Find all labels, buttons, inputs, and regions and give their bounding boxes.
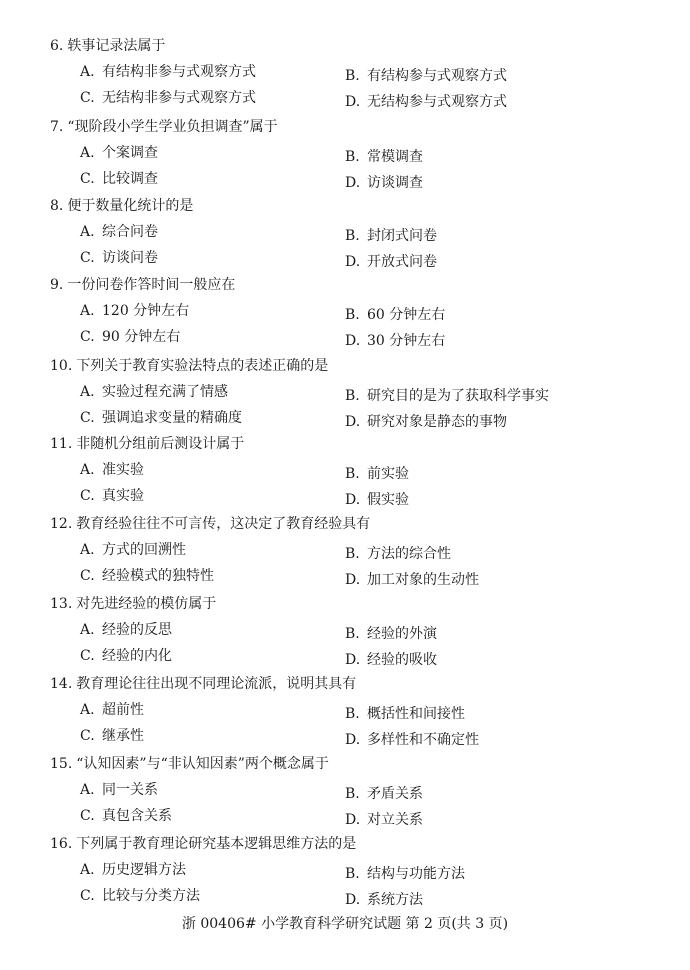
- question-number: 10.: [50, 358, 73, 374]
- question-text: 下列关于教育实验法特点的表述正确的是: [76, 358, 329, 374]
- option-a: A. 实验过程充满了情感: [80, 384, 228, 400]
- option-b: B. 矛盾关系: [345, 786, 423, 802]
- option-b: B. 封闭式问卷: [345, 228, 437, 244]
- question-stem: [50, 754, 670, 774]
- option-d: D. 经验的吸收: [345, 652, 437, 668]
- question-text: “现阶段小学生学业负担调查”属于: [67, 119, 278, 135]
- option-d: D. 30 分钟左右: [345, 333, 446, 349]
- question-number: 8.: [50, 198, 64, 214]
- option-a: A. 综合问卷: [80, 224, 158, 240]
- question-text: 对先进经验的模仿属于: [76, 596, 217, 612]
- option-c: C. 强调追求变量的精确度: [80, 410, 242, 426]
- option-d: D. 无结构参与式观察方式: [345, 94, 507, 110]
- option-b: B. 有结构参与式观察方式: [345, 68, 507, 84]
- option-b: B. 60 分钟左右: [345, 307, 446, 323]
- option-b: B. 经验的外演: [345, 626, 437, 642]
- page-footer: 浙 00406# 小学教育科学研究试题 第 2 页(共 3 页): [181, 916, 509, 932]
- option-b: B. 结构与功能方法: [345, 866, 465, 882]
- option-d: D. 加工对象的生动性: [345, 572, 479, 588]
- option-a: A. 历史逻辑方法: [80, 862, 186, 878]
- question-number: 6.: [50, 38, 64, 54]
- option-a: A. 有结构非参与式观察方式: [80, 64, 256, 80]
- option-c: C. 经验模式的独特性: [80, 568, 214, 584]
- question-text: 下列属于教育理论研究基本逻辑思维方法的是: [76, 836, 357, 852]
- option-a: A. 经验的反思: [80, 622, 172, 638]
- question-stem: [50, 275, 670, 295]
- option-c: C. 90 分钟左右: [80, 329, 181, 345]
- question-stem: [50, 514, 670, 534]
- question-number: 11.: [50, 436, 73, 452]
- question-stem: [50, 117, 670, 137]
- option-b: B. 方法的综合性: [345, 546, 451, 562]
- question-number: 12.: [50, 516, 73, 532]
- question-stem: [50, 196, 670, 216]
- question-number: 16.: [50, 836, 73, 852]
- option-a: A. 个案调查: [80, 145, 158, 161]
- option-c: C. 真实验: [80, 488, 144, 504]
- question-stem: [50, 834, 670, 854]
- question-text: 一份问卷作答时间一般应在: [67, 277, 236, 293]
- option-a: A. 超前性: [80, 702, 144, 718]
- question-number: 7.: [50, 119, 64, 135]
- question-text: 非随机分组前后测设计属于: [76, 436, 245, 452]
- option-b: B. 研究目的是为了获取科学事实: [345, 388, 549, 404]
- option-d: D. 对立关系: [345, 812, 423, 828]
- option-b: B. 概括性和间接性: [345, 706, 465, 722]
- option-b: B. 常模调查: [345, 149, 423, 165]
- option-c: C. 真包含关系: [80, 808, 172, 824]
- question-stem: [50, 594, 670, 614]
- question-text: 教育经验往往不可言传，这决定了教育经验具有: [76, 516, 371, 532]
- question-text: 教育理论往往出现不同理论流派，说明其具有: [76, 676, 357, 692]
- option-b: B. 前实验: [345, 466, 409, 482]
- option-a: A. 同一关系: [80, 782, 158, 798]
- option-c: C. 无结构非参与式观察方式: [80, 90, 256, 106]
- option-c: C. 比较调查: [80, 171, 158, 187]
- option-c: C. 经验的内化: [80, 648, 172, 664]
- question-number: 14.: [50, 676, 73, 692]
- question-text: 轶事记录法属于: [67, 38, 166, 54]
- option-c: C. 继承性: [80, 728, 144, 744]
- option-d: D. 研究对象是静态的事物: [345, 414, 507, 430]
- option-d: D. 系统方法: [345, 892, 423, 908]
- question-stem: [50, 36, 670, 56]
- option-a: A. 120 分钟左右: [80, 303, 190, 319]
- question-stem: [50, 674, 670, 694]
- option-c: C. 访谈问卷: [80, 250, 158, 266]
- option-a: A. 方式的回溯性: [80, 542, 186, 558]
- option-a: A. 准实验: [80, 462, 144, 478]
- option-c: C. 比较与分类方法: [80, 888, 200, 904]
- question-number: 9.: [50, 277, 64, 293]
- option-d: D. 访谈调查: [345, 175, 423, 191]
- option-d: D. 假实验: [345, 492, 409, 508]
- question-stem: [50, 434, 670, 454]
- option-d: D. 开放式问卷: [345, 254, 437, 270]
- question-text: “认知因素”与“非认知因素”两个概念属于: [76, 756, 329, 772]
- question-stem: [50, 356, 670, 376]
- question-text: 便于数量化统计的是: [67, 198, 194, 214]
- question-number: 13.: [50, 596, 73, 612]
- question-number: 15.: [50, 756, 73, 772]
- option-d: D. 多样性和不确定性: [345, 732, 479, 748]
